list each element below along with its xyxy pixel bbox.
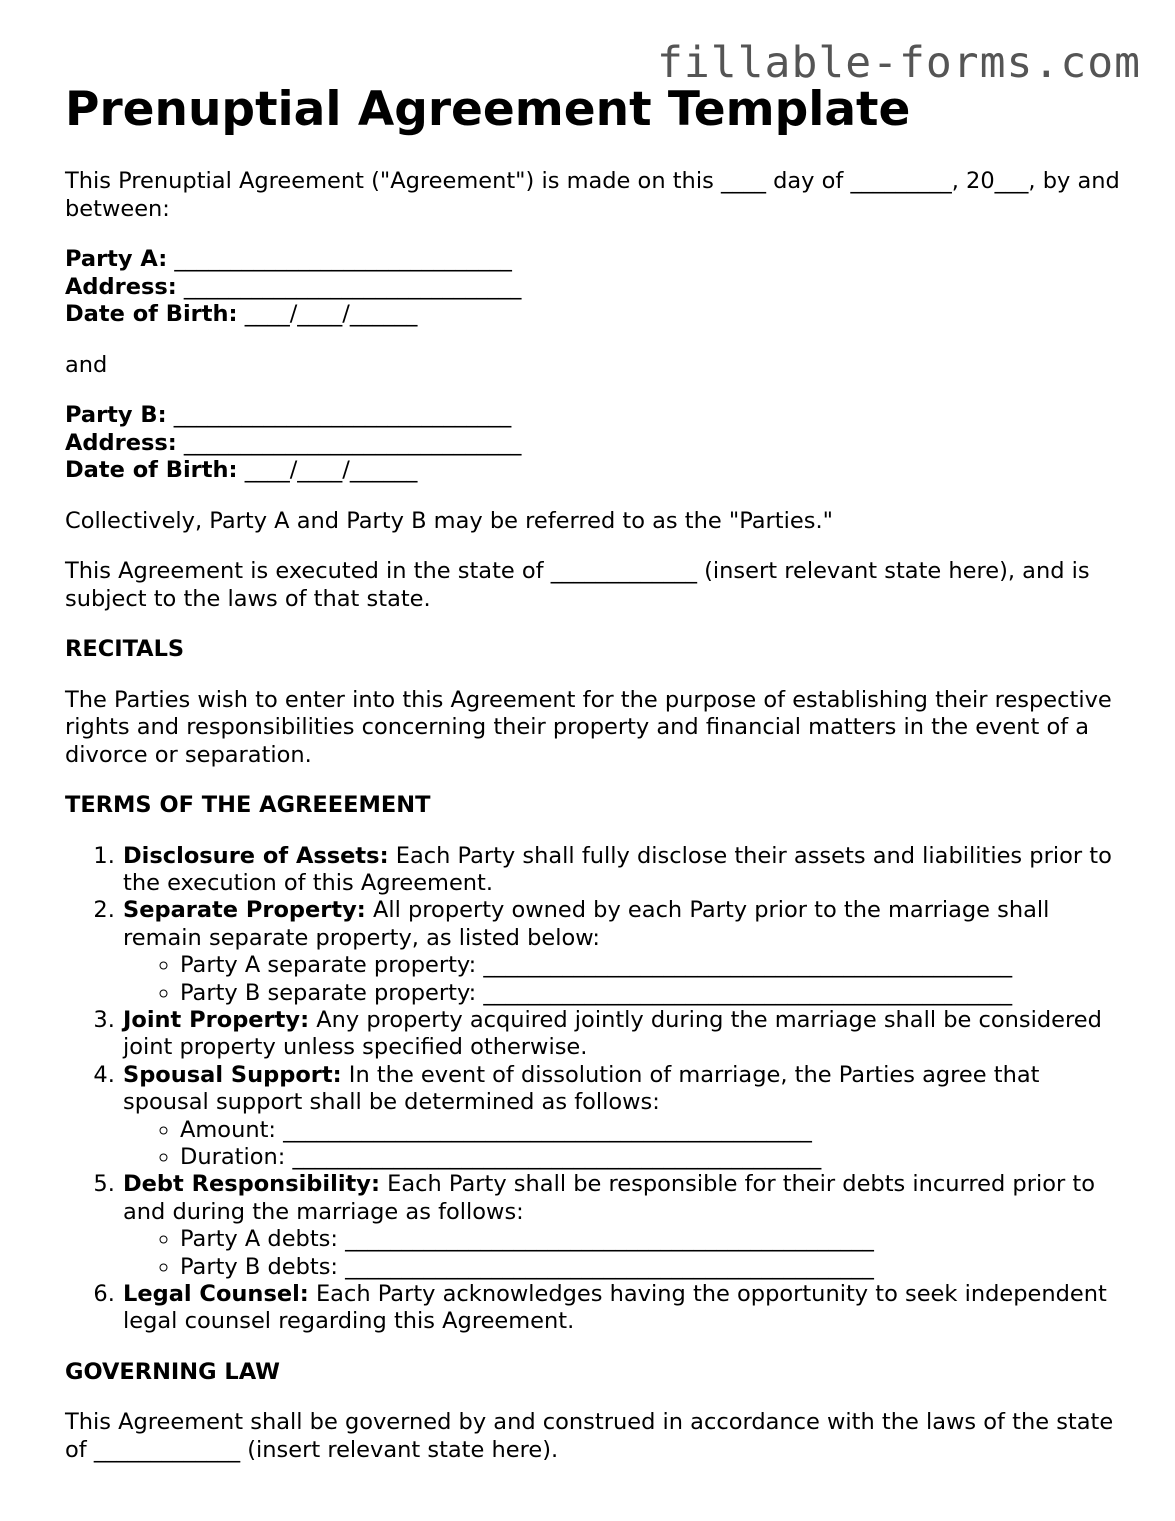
term-text: Each Party acknowledges having the opportunity to seek independent legal counsel regarding this Agreement. [123,1281,1107,1335]
party-b-dob-field[interactable]: ____/____/______ [244,457,418,483]
party-b-separate-property-field[interactable]: ◦ Party B separate property: _______________________________________________ [180,980,1125,1007]
party-a-address-field[interactable]: ______________________________ [183,273,522,300]
document-title: Prenuptial Agreement Template [65,82,911,137]
term-item-separate-property [122,897,1125,1007]
party-b-name-field[interactable]: ______________________________ [173,402,512,428]
party-b-block [65,402,1125,485]
party-a-label: Party A: [65,246,168,272]
party-b-address-line [65,430,1125,458]
term-text: In the event of dissolution of marriage, the Parties agree that spousal support shall be determined as follows: [123,1061,1040,1116]
separate-property-list [123,952,1125,1007]
term-item-debt-responsibility [122,1171,1125,1281]
term-title: Debt Responsibility: [123,1171,380,1198]
term-item-spousal-support [122,1062,1125,1172]
term-title: Joint Property: [123,1006,310,1033]
intro-paragraph: This Prenuptial Agreement ("Agreement") is made on this ____ day of _________, 20___, by and between: [65,168,1120,222]
term-title: Disclosure of Assets: [123,842,389,869]
party-b-address-field[interactable]: ______________________________ [183,429,522,456]
term-title: Legal Counsel: [123,1281,309,1307]
term-text: All property owned by each Party prior to the marriage shall remain separate property, as listed below: [123,897,1050,951]
party-a-address-label: Address: [65,273,177,300]
terms-list [65,843,1125,1336]
term-item-legal-counsel [122,1281,1125,1336]
party-a-name-field[interactable]: ______________________________ [174,246,512,272]
party-b-dob-line [65,457,1125,485]
party-b-address-label: Address: [65,429,177,456]
governing-law-paragraph: This Agreement shall be governed by and construed in accordance with the laws of the state of _____________ (insert relevant state here). [65,1409,1114,1463]
term-text: Each Party shall be responsible for their debts incurred prior to and during the marriage as follows: [123,1171,1095,1225]
support-duration-field[interactable]: ◦ Duration: _______________________________________________ [180,1144,1125,1171]
and-text: and [65,351,108,378]
term-text: Any property acquired jointly during the marriage shall be considered joint property unless specified otherwise. [123,1006,1102,1061]
term-title: Separate Property: [123,897,366,924]
party-a-debts-field[interactable]: ◦ Party A debts: _______________________________________________ [180,1226,1125,1253]
term-text: Each Party shall fully disclose their assets and liabilities prior to the execution of this Agreement. [123,842,1112,896]
party-a-block [65,246,1125,329]
party-a-dob-field[interactable]: ____/____/______ [244,301,418,327]
executed-paragraph: This Agreement is executed in the state of _____________ (insert relevant state here), and is subject to the laws of that state. [65,558,1090,612]
governing-law-heading: GOVERNING LAW [65,1358,280,1385]
party-a-dob-label: Date of Birth: [65,301,238,327]
recitals-heading: RECITALS [65,636,185,662]
document-page [65,82,1125,1464]
recitals-paragraph: The Parties wish to enter into this Agreement for the purpose of establishing their respective rights and responsibilities concerning their property and financial matters in the event of a divorce or separation. [65,686,1112,768]
party-a-separate-property-field[interactable]: ◦ Party A separate property: _______________________________________________ [180,952,1125,979]
site-watermark: fillable-forms.com [657,38,1141,88]
party-b-name-line [65,402,1125,430]
spousal-support-list [123,1117,1125,1172]
term-item-disclosure [122,843,1125,898]
party-b-label: Party B: [65,402,167,428]
support-amount-field[interactable]: ◦ Amount: _______________________________________________ [180,1117,1125,1144]
party-b-debts-field[interactable]: ◦ Party B debts: _______________________________________________ [180,1254,1125,1281]
party-a-name-line [65,246,1125,274]
party-a-address-line [65,274,1125,302]
collectively-paragraph: Collectively, Party A and Party B may be referred to as the "Parties." [65,507,833,534]
term-item-joint-property [122,1007,1125,1062]
debt-list [123,1226,1125,1281]
term-title: Spousal Support: [123,1061,342,1088]
terms-heading: TERMS OF THE AGREEEMENT [65,792,431,818]
party-b-dob-label: Date of Birth: [65,457,238,483]
party-a-dob-line [65,301,1125,329]
